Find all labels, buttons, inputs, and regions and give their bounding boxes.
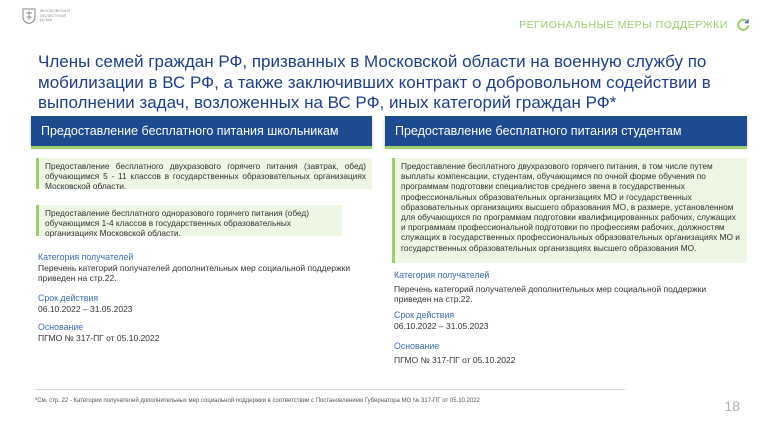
right-column-header-text: Предоставление бесплатного питания студентам (395, 124, 682, 138)
right-period-block (394, 310, 734, 331)
right-basis-value: ПГМО № 317-ПГ от 05.10.2022 (394, 354, 516, 365)
left-column-header-text: Предоставление бесплатного питания школьникам (41, 124, 339, 138)
right-category-block (394, 270, 734, 305)
right-basis-label: Основание (394, 341, 440, 351)
right-period-value: 06.10.2022 – 31.05.2023 (394, 320, 489, 331)
header-section (519, 18, 750, 32)
left-basis-label: Основание (38, 322, 84, 332)
left-category-block (38, 252, 368, 284)
left-period-value: 06.10.2022 – 31.05.2023 (38, 303, 133, 314)
footnote: *См. стр. 22 - Категории получателей дополнительных мер социальной поддержки в соответствии с Постановлением Губернатора МО № 317-ПГ от 05.10.2022 (35, 398, 480, 404)
right-basis-block (394, 341, 734, 365)
coat-of-arms-icon (22, 8, 36, 24)
right-category-label: Категория получателей (394, 270, 490, 280)
left-info-box-1: Предоставление бесплатного двухразового горячего питания (завтрак, обед) обучающимся 5 - 11 классов в государственных образовательных организациях Московской области. (36, 158, 372, 189)
left-period-block (38, 293, 368, 314)
section-label: РЕГИОНАЛЬНЫЕ МЕРЫ ПОДДЕРЖКИ (519, 19, 728, 31)
left-basis-block (38, 322, 368, 343)
left-header-accent-bar (31, 146, 372, 149)
left-info-box-2: Предоставление бесплатного одноразового горячего питания (обед) обучающимся 1-4 классов в государственных образовательных организациях Московской области. (36, 205, 342, 236)
right-column-header (385, 116, 747, 146)
page-number: 18 (724, 398, 740, 414)
left-basis-value: ПГМО № 317-ПГ от 05.10.2022 (38, 332, 160, 343)
right-period-label: Срок действия (394, 310, 455, 320)
right-info-box: Предоставление бесплатного двухразового горячего питания, в том числе путем выплаты компенсации, студентам, обучающимся по очной форме обучения по программам подготовки специалистов среднего звена в государственных профессиональных образовательных организациях МО и государственных образовательных организациях высшего образования МО, в размере, установленном для обучающихся по программам подготовки квалифицированных рабочих, служащих и программам профессиональной подготовки по профессиям рабочих, должностям служащих в государственных профессиональных образовательных организациях МО и государственных образовательных организациях высшего образования МО. (392, 158, 747, 263)
right-header-accent-bar (385, 146, 747, 149)
right-category-value: Перечень категорий получателей дополнительных мер социальной поддержки приведен на стр.22. (394, 283, 707, 304)
refresh-icon (736, 18, 750, 32)
left-period-label: Срок действия (38, 293, 99, 303)
footer-divider (35, 389, 625, 390)
left-category-label: Категория получателей (38, 252, 134, 262)
left-category-value: Перечень категорий получателей дополнительных мер социальной поддержки приведен на стр.22. (38, 262, 351, 283)
logo-text: МОСКОВСКАЯ ОБЛАСТНАЯ ДУМА (40, 8, 71, 23)
left-column-header (31, 116, 372, 146)
logo (22, 8, 76, 24)
page-title: Члены семей граждан РФ, призванных в Московской области на военную службу по мобилизации в ВС РФ, а также заключивших контракт о добровольном содействии в выполнении задач, возложенных на ВС РФ, иных категорий граждан РФ* (38, 52, 711, 112)
